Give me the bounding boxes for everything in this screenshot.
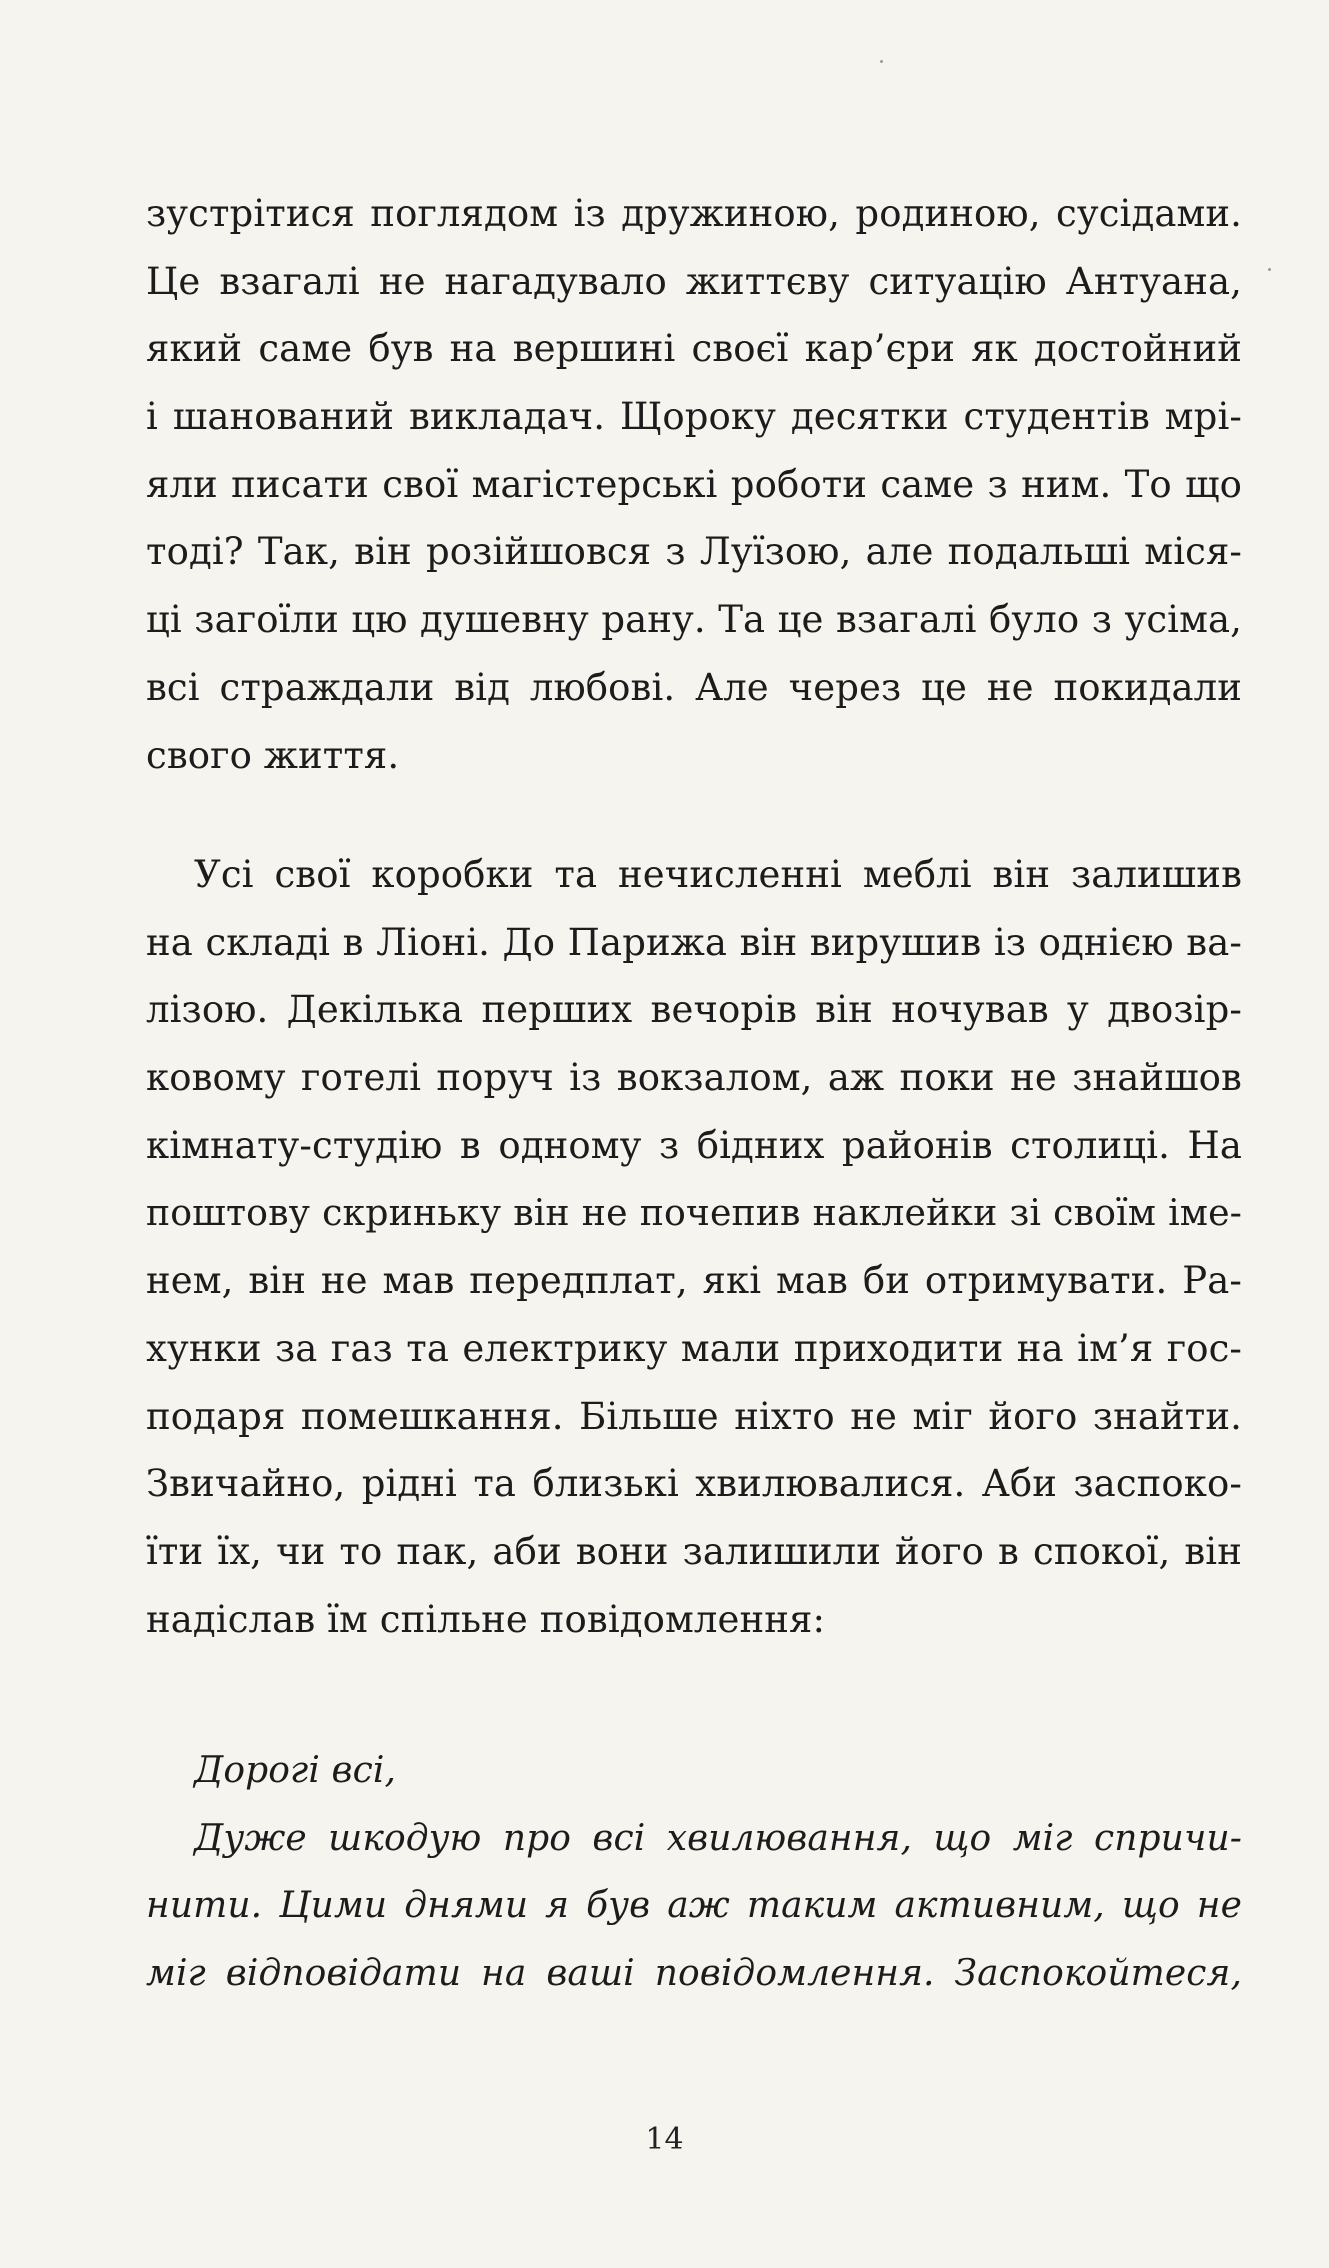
text-line: ці загоїли цю душевну рану. Та це взагалі було з усіма, [146, 598, 1242, 642]
text-line: Це взагалі не нагадувало життєву ситуацію Антуана, [146, 259, 1242, 303]
paper-speck [880, 60, 883, 63]
text-line: тоді? Так, він розійшовся з Луїзою, але подальші міся- [146, 530, 1242, 574]
text-line: на складі в Ліоні. До Парижа він вирушив із однією ва- [146, 920, 1242, 964]
text-line: хунки за газ та електрику мали приходити на ім’я гос- [146, 1326, 1242, 1370]
text-line: кімнату-студію в одному з бідних районів столиці. На [146, 1123, 1242, 1167]
paper-speck [1268, 268, 1271, 271]
text-line: і шанований викладач. Щороку десятки студентів мрі- [146, 395, 1242, 439]
text-line: лізою. Декілька перших вечорів він ночував у двозір- [146, 988, 1242, 1032]
text-line: Дуже шкодую про всі хвилювання, що міг спричи- [194, 1817, 1242, 1859]
text-line: їти їх, чи то пак, аби вони залишили його в спокої, він [146, 1529, 1242, 1573]
page-number: 14 [645, 2122, 684, 2157]
text-line: надіслав їм спільне повідомлення: [146, 1597, 826, 1641]
text-line: свого життя. [146, 733, 400, 777]
text-line: Усі свої коробки та нечисленні меблі він залишив [194, 853, 1242, 896]
text-line: всі страждали від любові. Але через це не покидали [146, 665, 1242, 709]
text-line: який саме був на вершині своєї кар’єри як достойний [146, 327, 1242, 371]
text-line: подаря помешкання. Більше ніхто не міг його знайти. [146, 1394, 1242, 1438]
paragraph-1 [146, 180, 1242, 789]
text-line: Звичайно, рідні та близькі хвилювалися. Аби заспоко- [146, 1462, 1242, 1506]
letter-greeting: Дорогі всі, [194, 1750, 396, 1791]
paragraph-2 [146, 841, 1242, 1653]
text-line: зустрітися поглядом із дружиною, родиною, сусідами. [146, 192, 1242, 235]
text-line: поштову скриньку він не почепив наклейки зі своїм іме- [146, 1191, 1242, 1235]
text-line: міг відповідати на ваші повідомлення. Заспокойтеся, [146, 1953, 1242, 1995]
letter-quote [146, 1737, 1242, 2008]
text-line: яли писати свої магістерські роботи саме з ним. То що [146, 462, 1242, 506]
text-line: ковому готелі поруч із вокзалом, аж поки не знайшов [146, 1056, 1242, 1100]
text-line: нем, він не мав передплат, які мав би отримувати. Ра- [146, 1259, 1242, 1303]
text-line: нити. Цими днями я був аж таким активним, що не [146, 1885, 1242, 1927]
